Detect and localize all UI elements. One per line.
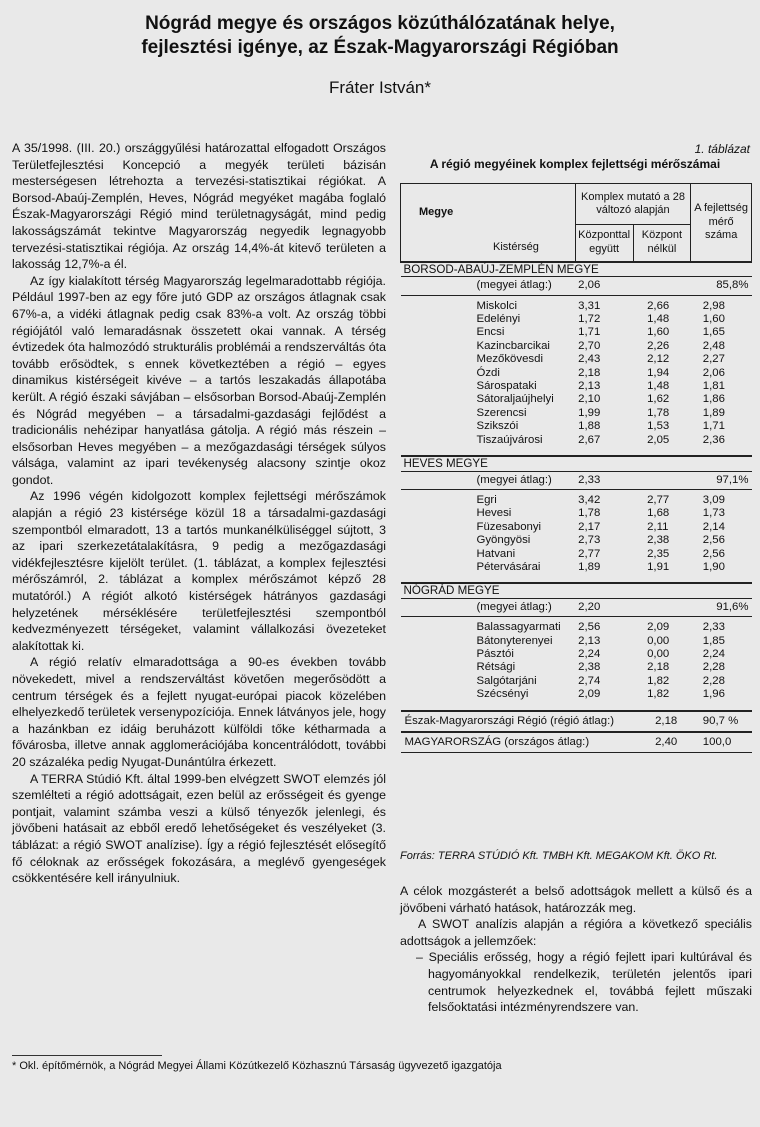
value-without-center: 2,77 <box>647 493 670 506</box>
table-row <box>401 340 752 353</box>
paragraph: A SWOT analízis alapján a régióra a következő speciális adottságok a jellemzőek: <box>400 917 752 948</box>
table-row <box>401 507 752 520</box>
left-column <box>12 140 386 887</box>
table-row <box>401 420 752 433</box>
development-index: 2,28 <box>702 674 725 687</box>
development-index: 1,73 <box>702 507 725 520</box>
empty-cell <box>633 471 691 489</box>
value-without-center: 2,11 <box>647 520 669 533</box>
region-percent: 90,7 % <box>691 711 752 732</box>
value-with-center: 2,09 <box>578 688 601 701</box>
header-megye: Megye <box>419 206 454 218</box>
header-fejlettseg: A fejlettség mérő száma <box>691 184 752 262</box>
value-without-center: 1,53 <box>647 420 670 433</box>
subregion-name: Edelényi <box>476 313 521 326</box>
subregion-name: Füzesabonyi <box>476 520 542 533</box>
paragraph: A célok mozgásterét a belső adottságok mellett a külső és a jövőbeni várható hatások, határozzák meg. <box>400 884 752 915</box>
subregion-name: Pásztói <box>476 647 514 660</box>
table-row <box>401 648 752 661</box>
article-title-line-1: Nógrád megye és országos közúthálózatának helye, <box>145 13 615 34</box>
table-row <box>401 617 752 635</box>
county-header-row <box>401 262 752 277</box>
value-with-center: 2,13 <box>578 634 601 647</box>
table-row <box>401 353 752 366</box>
subregion-name: Miskolci <box>476 299 518 312</box>
development-index: 1,89 <box>702 406 725 419</box>
value-without-center: 2,12 <box>647 353 670 366</box>
footnote-rule <box>12 1055 162 1056</box>
county-name: HEVES MEGYE <box>401 456 752 471</box>
development-index: 1,86 <box>702 393 725 406</box>
country-total-row <box>401 732 752 753</box>
value-with-center: 1,89 <box>578 560 601 573</box>
development-index: 1,60 <box>702 313 725 326</box>
subregion-name: Sárospataki <box>476 380 537 393</box>
subregion-name: Hevesi <box>476 507 512 520</box>
value-without-center: 2,05 <box>647 433 670 446</box>
subregion-name: Rétsági <box>476 661 516 674</box>
county-average-label: (megyei átlag:) <box>401 598 576 616</box>
value-with-center: 3,31 <box>578 299 601 312</box>
county-average-percent: 91,6% <box>691 598 752 616</box>
county-average-label: (megyei átlag:) <box>401 471 576 489</box>
table-row <box>401 393 752 406</box>
value-with-center: 1,71 <box>578 326 601 339</box>
value-with-center: 2,74 <box>578 674 601 687</box>
table-row <box>401 661 752 674</box>
list-item: – Speciális erősség, hogy a régió fejlett ipari kultúrával és hagyományokkal rendelkezik, területén jelentős ipari centrumok helyezkednek el, továbbá fejlett műszaki felsőoktatási intézményrendszere van. <box>416 950 752 1015</box>
value-without-center: 2,35 <box>647 547 670 560</box>
value-with-center: 2,67 <box>578 433 601 446</box>
subregion-name: Ózdi <box>476 366 500 379</box>
county-average-row <box>401 598 752 616</box>
table-row <box>401 675 752 688</box>
value-without-center: 2,18 <box>647 661 670 674</box>
empty-cell <box>633 277 691 295</box>
right-column <box>400 883 752 1016</box>
author: Fráter István* <box>328 78 432 97</box>
table-caption: 1. táblázat <box>694 142 750 156</box>
value-without-center: 0,00 <box>647 634 670 647</box>
table-row <box>401 534 752 547</box>
county-name: NÓGRÁD MEGYE <box>401 583 752 598</box>
development-index: 3,09 <box>702 493 725 506</box>
value-with-center: 2,13 <box>578 380 601 393</box>
subregion-name: Sátoraljaújhelyi <box>476 393 554 406</box>
value-without-center: 1,60 <box>647 326 670 339</box>
feature-list <box>400 949 752 1015</box>
county-average-row <box>401 277 752 295</box>
subregion-name: Tiszaújvárosi <box>476 433 543 446</box>
paragraph: Az 1996 végén kidolgozott komplex fejlettségi mérőszámok alapján a régió 23 kistérsége közül 18 a társadalmi-gazdasági szempontból elmaradott, 13 a tartós munkanélküliséggel sújtott, 3 az ipari szerkezetátalakításra, 9 pedig a mezőgazdasági vidékfejlesztésre kijelölt terület. (1. táblázat, a komplex fejlesztési mérőszámról, 2. táblázat a komplex mérőszámot képző 28 mutatóról.) A régiót alkotó kistérségek hátrányos gazdasági helyzetének mérséklésére területfejlesztési szempontból kedvezményezett térségeket, valamint vállalkozási övezeteket alakítottak ki. <box>12 489 386 653</box>
header-komplex: Komplex mutató a 28 változó alapján <box>575 184 691 225</box>
value-with-center: 3,42 <box>578 493 601 506</box>
county-average-value: 2,20 <box>575 598 633 616</box>
table-row <box>401 313 752 326</box>
value-without-center: 1,68 <box>647 507 670 520</box>
header-kozpont-egyutt: Központtal együtt <box>575 224 633 261</box>
value-with-center: 2,43 <box>578 353 601 366</box>
table-title: A régió megyéinek komplex fejlettségi mérőszámai <box>429 157 721 171</box>
value-with-center: 2,10 <box>578 393 601 406</box>
paragraph: Az így kialakított térség Magyarország legelmaradottabb régiója. Például 1997-ben az egy főre jutó GDP az országos átlagnak csak 67%-a, a vidéki átlagnak pedig csak 83%-a volt. Az ország többi régiójától való lemaradásnak összetett okai vannak. A térség évtizedek óta halmozódó strukturális problémái a rendszerváltás óta tovább erősödtek, s ennek következtében a régió – egyes dinamikus kistérségeit kivéve – a tartós leszakadás állapotába került. A régió északi sávjában – elsősorban Borsod-Abaúj-Zemplén és Nógrád megyében – a társadalmi-gazdasági fejlődést a tradicionális nehézipar hanyatlása gátolja. A régió más részein – elsősorban Heves megyében – a mezőgazdasági térségek súlyos válsága, valamint az ipari tevékenység alacsony szintje okoz gondot. <box>12 273 386 487</box>
value-without-center: 2,66 <box>647 299 670 312</box>
empty-cell <box>633 598 691 616</box>
paragraph: A régió relatív elmaradottsága a 90-es években tovább növekedett, mivel a rendszerváltást követően megerősödött a centrum térségek és a fejlett nyugat-európai piacok közelében elhelyezkedő területek versenypozíciója. Ennek látványos jele, hogy a hazánkban ez idáig beruházott külföldi tőke kétharmada a fővárosba, illetve annak agglomerációjába koncentrálódott, további 20 százaléka pedig Nyugat-Dunántúlra érkezett. <box>12 655 386 769</box>
development-index: 1,96 <box>702 688 725 701</box>
development-index: 2,28 <box>702 661 725 674</box>
table-row <box>401 489 752 507</box>
development-index: 1,90 <box>702 560 725 573</box>
development-index: 1,71 <box>702 420 725 433</box>
value-with-center: 1,88 <box>578 420 601 433</box>
table-row <box>401 548 752 561</box>
value-without-center: 1,48 <box>647 313 670 326</box>
footnote: * Okl. építőmérnök, a Nógrád Megyei Állami Közútkezelő Közhasznú Társaság ügyvezető igazgatója <box>12 1060 502 1072</box>
region-label: Észak-Magyarországi Régió (régió átlag:) <box>401 711 634 732</box>
subregion-name: Szécsényi <box>476 688 529 701</box>
value-with-center: 2,18 <box>578 366 601 379</box>
country-label: MAGYARORSZÁG (országos átlag:) <box>401 732 634 753</box>
value-without-center: 1,91 <box>647 560 670 573</box>
subregion-name: Pétervásárai <box>476 560 541 573</box>
header-kisterseg: Kistérség <box>493 241 539 254</box>
table-row <box>401 295 752 313</box>
subregion-name: Balassagyarmati <box>476 621 561 634</box>
paragraph: A TERRA Stúdió Kft. által 1999-ben elvégzett SWOT elemzés jól szemlélteti a régió adottságait, ezen belül az erősségeit és gyenge pontjait, valamint számba veszi a külső tényezők jelenlegi, és jövőbeni hatásait az ebből eredő lehetőségeket és veszélyeket (3. táblázat: a régió SWOT analízise). Így a régió fejlesztését elősegítő fő céloknak az erősségek fokozására, a meglévő gyengeségek csökkentésére kell irányulniuk. <box>12 771 386 886</box>
value-with-center: 2,73 <box>578 534 601 547</box>
subregion-name: Encsi <box>476 326 505 339</box>
development-index: 2,48 <box>702 339 725 352</box>
subregion-name: Szikszói <box>476 420 519 433</box>
development-index: 2,56 <box>702 547 725 560</box>
article-title-line-2: fejlesztési igénye, az Észak-Magyarországi Régióban <box>141 37 619 58</box>
subregion-name: Gyöngyösi <box>476 534 531 547</box>
value-without-center: 1,82 <box>647 674 670 687</box>
value-with-center: 2,77 <box>578 547 601 560</box>
county-average-value: 2,33 <box>575 471 633 489</box>
table-row <box>401 688 752 710</box>
value-without-center: 1,78 <box>647 406 670 419</box>
value-with-center: 2,38 <box>578 661 601 674</box>
value-without-center: 2,38 <box>647 534 670 547</box>
value-without-center: 2,09 <box>647 621 670 634</box>
development-index: 2,56 <box>702 534 725 547</box>
value-without-center: 1,82 <box>647 688 670 701</box>
development-index: 2,33 <box>702 621 725 634</box>
development-index: 2,24 <box>702 647 725 660</box>
development-index-table <box>400 183 752 753</box>
value-without-center: 1,48 <box>647 380 670 393</box>
table-row <box>401 326 752 339</box>
value-with-center: 1,99 <box>578 406 601 419</box>
value-without-center: 0,00 <box>647 647 670 660</box>
value-with-center: 1,72 <box>578 313 601 326</box>
county-average-value: 2,06 <box>575 277 633 295</box>
value-without-center: 1,94 <box>647 366 670 379</box>
development-index: 2,27 <box>702 353 725 366</box>
subregion-name: Egri <box>476 493 497 506</box>
paragraph: A 35/1998. (III. 20.) országgyűlési határozattal elfogadott Országos Területfejlesztési Koncepció a megyék területi bázisán mesterségesen létrehozta a tervezési-statisztikai régiókat. A Borsod-Abaúj-Zemplén, Heves, Nógrád megyéket magába foglaló Észak-Magyarországi Régió mind területnagyságát, mind pedig lakosságszámát tekintve Magyarország negyedik legnagyobb tervezési-statisztikai régiója. Az ország 14,4%-át kitevő területen a lakosság 12,7%-a él. <box>12 141 386 272</box>
subregion-name: Szerencsi <box>476 406 527 419</box>
county-average-label: (megyei átlag:) <box>401 277 576 295</box>
subregion-name: Kazincbarcikai <box>476 339 550 352</box>
development-index: 1,81 <box>702 380 725 393</box>
table-row <box>401 434 752 456</box>
value-without-center: 1,62 <box>647 393 670 406</box>
subregion-name: Hatvani <box>476 547 516 560</box>
development-index: 1,85 <box>702 634 725 647</box>
country-value: 2,40 <box>633 732 691 753</box>
development-index: 2,36 <box>702 433 725 446</box>
development-index: 2,06 <box>702 366 725 379</box>
county-average-row <box>401 471 752 489</box>
table-row <box>401 561 752 583</box>
table-source: Forrás: TERRA STÚDIÓ Kft. TMBH Kft. MEGAKOM Kft. ÖKO Rt. <box>400 850 718 862</box>
value-with-center: 1,78 <box>578 507 601 520</box>
subregion-name: Salgótarjáni <box>476 674 537 687</box>
table-row <box>401 380 752 393</box>
value-with-center: 2,17 <box>578 520 601 533</box>
county-header-row <box>401 456 752 471</box>
value-with-center: 2,70 <box>578 339 601 352</box>
county-average-percent: 97,1% <box>691 471 752 489</box>
table-row <box>401 635 752 648</box>
development-index: 1,65 <box>702 326 725 339</box>
header-kozpont-nelkul: Központ nélkül <box>633 224 691 261</box>
subregion-name: Bátonyterenyei <box>476 634 553 647</box>
county-name: BORSOD-ABAÚJ-ZEMPLÉN MEGYE <box>401 262 752 277</box>
development-index: 2,14 <box>702 520 725 533</box>
country-percent: 100,0 <box>691 732 752 753</box>
county-header-row <box>401 583 752 598</box>
region-total-row <box>401 711 752 732</box>
header-megye-kisterseg <box>401 184 576 262</box>
county-average-percent: 85,8% <box>691 277 752 295</box>
subregion-name: Mezőkövesdi <box>476 353 543 366</box>
value-without-center: 2,26 <box>647 339 670 352</box>
table-row <box>401 367 752 380</box>
table-row <box>401 407 752 420</box>
development-index: 2,98 <box>702 299 725 312</box>
table-row <box>401 521 752 534</box>
region-value: 2,18 <box>633 711 691 732</box>
value-with-center: 2,56 <box>578 621 601 634</box>
value-with-center: 2,24 <box>578 647 601 660</box>
